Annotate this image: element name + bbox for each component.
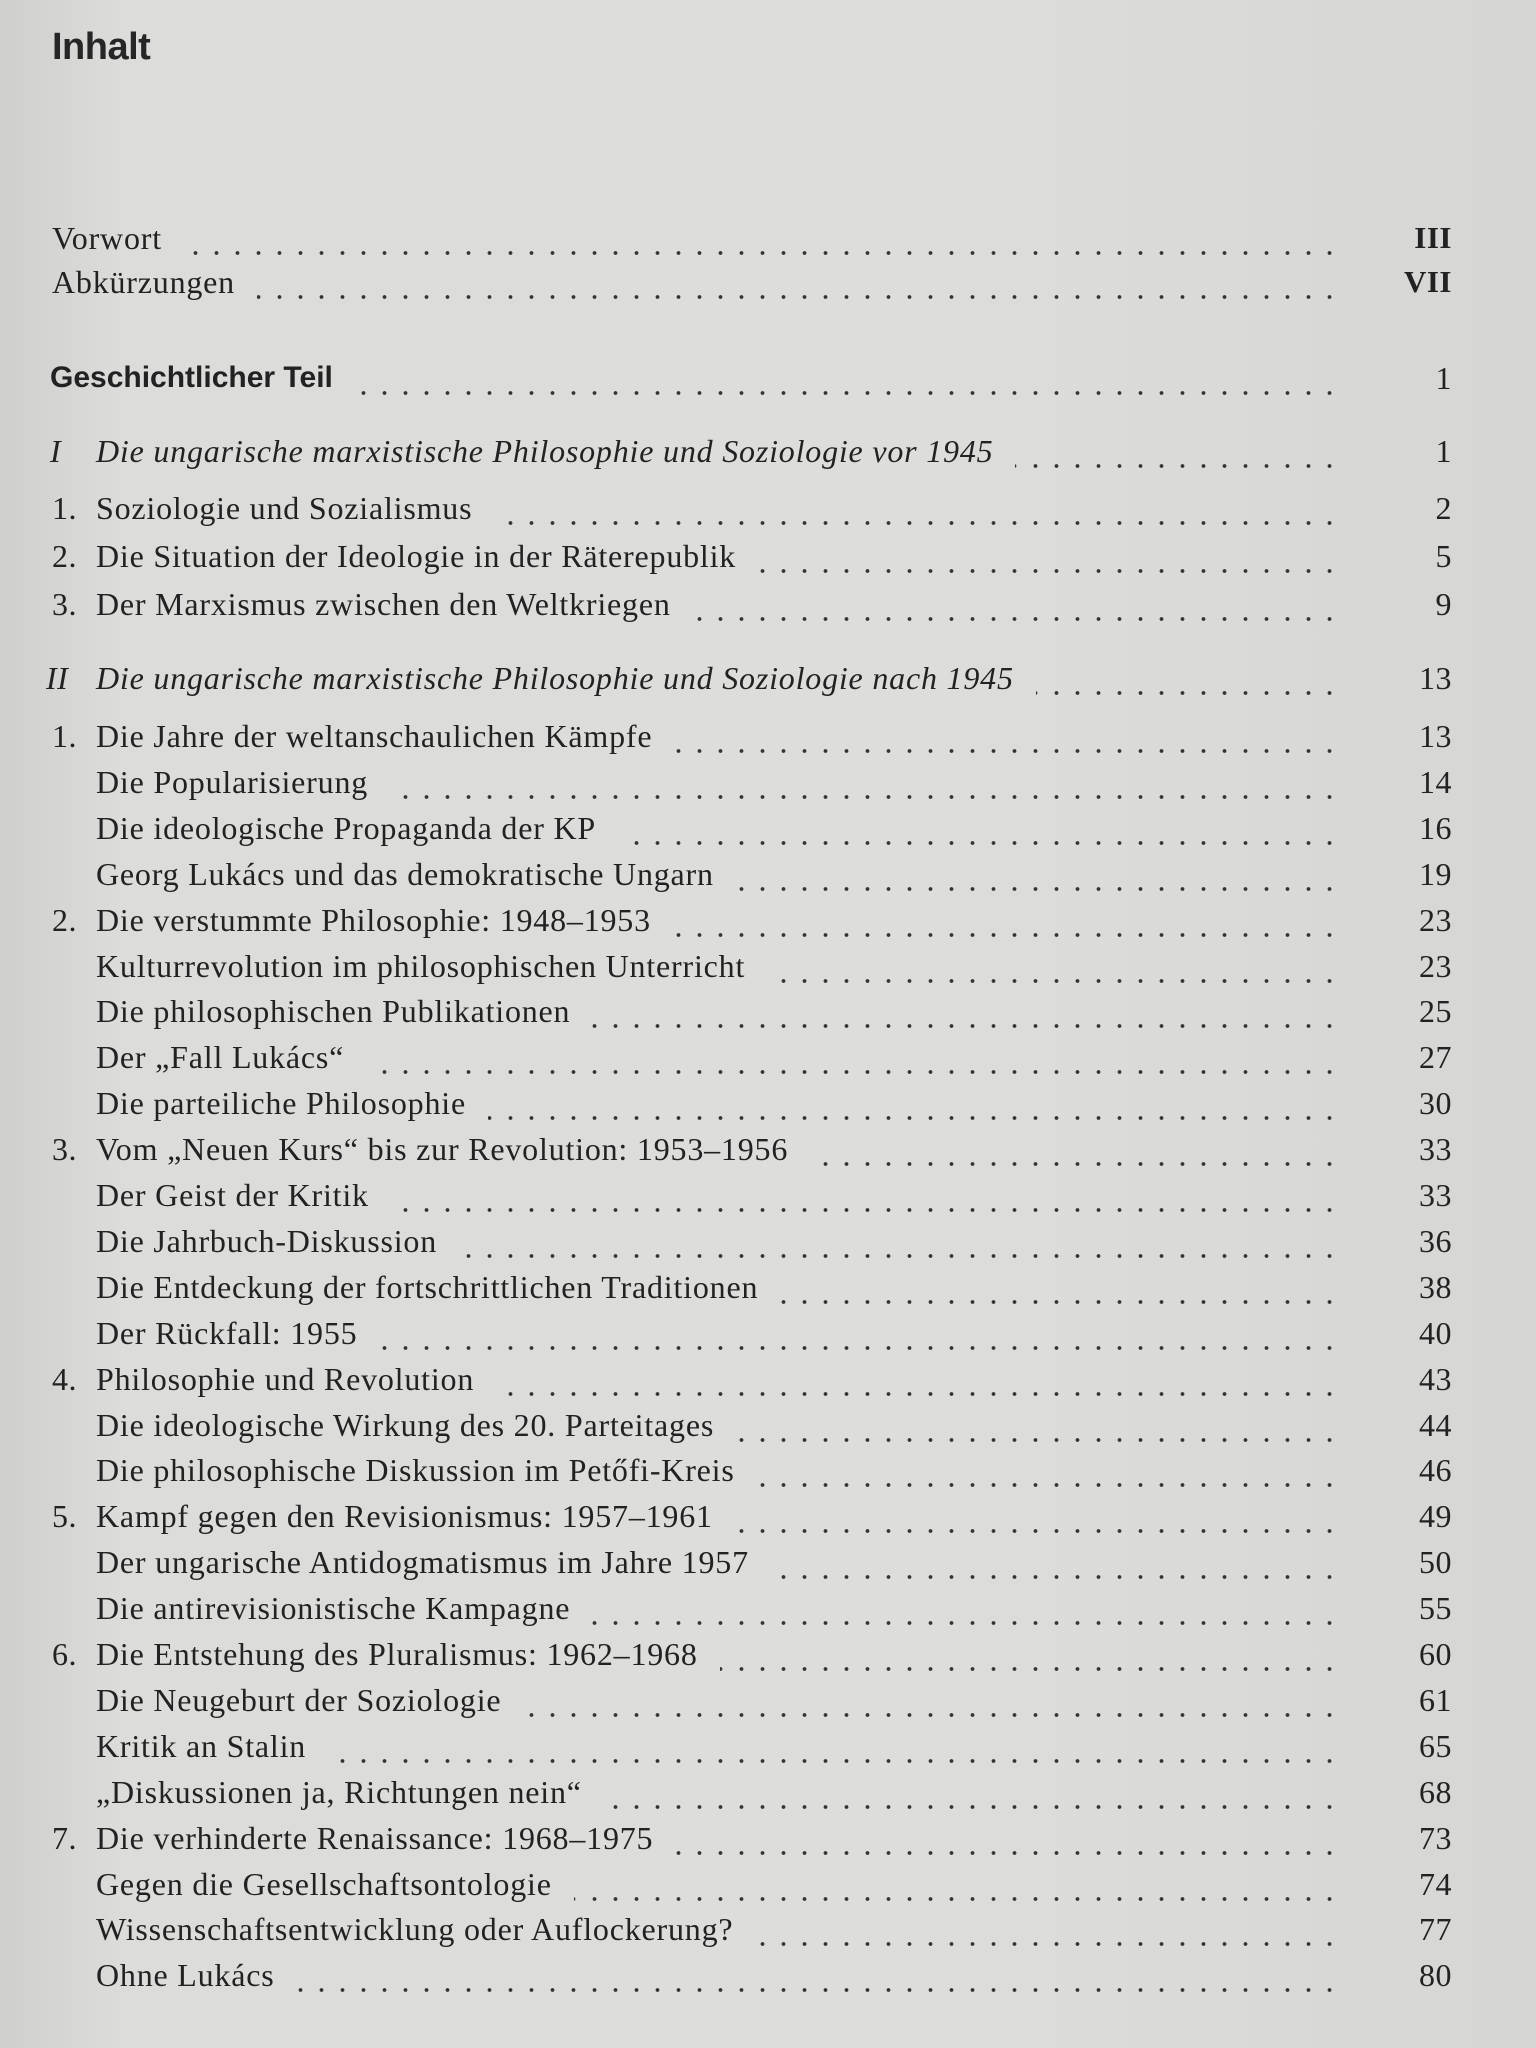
toc-chapter-title: Die verhinderte Renaissance: 1968–1975: [96, 1819, 654, 1856]
toc-subsection-title: Gegen die Gesellschaftsontologie: [96, 1865, 552, 1902]
toc-chapter: [0, 900, 1536, 940]
toc-subsection: [0, 1221, 1536, 1261]
toc-entry-page: 46: [1419, 1452, 1452, 1489]
toc-subsection: [0, 1313, 1536, 1353]
toc-chapter: [0, 1496, 1536, 1536]
toc-subsection: [0, 1955, 1536, 1995]
dot-leader: [720, 1644, 1340, 1674]
dot-leader: [574, 1874, 1340, 1904]
dot-leader: [257, 272, 1340, 302]
toc-subsection-title: Der Rückfall: 1955: [96, 1314, 358, 1351]
toc-part-number: II: [46, 660, 69, 696]
toc-entry-page: 27: [1419, 1039, 1452, 1076]
toc-subsection: [0, 1588, 1536, 1628]
toc-chapter-number: 1.: [52, 718, 77, 754]
toc-entry-page: 74: [1419, 1865, 1452, 1902]
dot-leader: [755, 1919, 1340, 1949]
toc-entry-page: 68: [1419, 1773, 1452, 1810]
toc-entry-page: 1: [1435, 360, 1452, 396]
dot-leader: [1036, 668, 1340, 698]
toc-chapter-title: Die Entstehung des Pluralismus: 1962–1968: [96, 1636, 698, 1672]
toc-chapter: [0, 1634, 1536, 1674]
toc-subsection-title: Kulturrevolution im philosophischen Unterricht: [96, 947, 746, 984]
toc-chapter-title: Vom „Neuen Kurs“ bis zur Revolution: 1953–1956: [96, 1131, 789, 1168]
toc-entry-title: Abkürzungen: [52, 264, 235, 300]
toc-entry-page: 33: [1419, 1177, 1452, 1213]
toc-chapter-title: Die Situation der Ideologie in der Räterepublik: [96, 538, 737, 574]
toc-subsection: [0, 1083, 1536, 1123]
toc-subsection-title: Die parteiliche Philosophie: [96, 1085, 466, 1122]
toc-subsection: [0, 1175, 1536, 1215]
toc-subsection-title: Ohne Lukács: [96, 1957, 275, 1994]
toc-subsection: [0, 1450, 1536, 1490]
toc-chapter-number: 3.: [52, 1131, 77, 1168]
toc-entry-page: 19: [1419, 855, 1452, 892]
toc-subsection: [0, 808, 1536, 848]
toc-subsection-title: Der Geist der Kritik: [96, 1177, 369, 1213]
dot-leader: [391, 1185, 1340, 1215]
dot-leader: [693, 594, 1340, 624]
toc-subsection-title: Die ideologische Wirkung des 20. Parteitages: [96, 1406, 715, 1443]
dot-leader: [379, 1323, 1340, 1353]
dot-leader: [494, 498, 1340, 528]
toc-subsection-title: Die ideologische Propaganda der KP: [96, 809, 596, 846]
dot-leader: [767, 956, 1340, 986]
toc-subsection-title: Wissenschaftsentwicklung oder Auflockerung?: [96, 1911, 734, 1948]
toc-entry-abkuerzungen: [0, 262, 1536, 302]
toc-entry-page: 55: [1419, 1590, 1452, 1627]
toc-entry-page: 23: [1419, 947, 1452, 984]
toc-subsection: [0, 1726, 1536, 1766]
dot-leader: [618, 818, 1340, 848]
toc-entry-title: Vorwort: [52, 220, 162, 256]
toc-subsection: [0, 1772, 1536, 1812]
toc-chapter-number: 6.: [52, 1636, 77, 1672]
toc-entry-vorwort: [0, 218, 1536, 258]
dot-leader: [604, 1782, 1340, 1812]
toc-chapter: [0, 584, 1536, 624]
page-heading: Inhalt: [52, 26, 151, 68]
dot-leader: [735, 1506, 1340, 1536]
toc-subsection: [0, 762, 1536, 802]
toc-entry-page: 14: [1419, 763, 1452, 800]
toc-chapter: [0, 536, 1536, 576]
dot-leader: [758, 546, 1340, 576]
dot-leader: [675, 1828, 1340, 1858]
toc-entry-page: 13: [1419, 718, 1452, 754]
toc-subsection-title: Der „Fall Lukács“: [96, 1039, 345, 1076]
dot-leader: [297, 1965, 1340, 1995]
toc-subsection-title: Die Entdeckung der fortschrittlichen Traditionen: [96, 1268, 759, 1305]
toc-subsection-title: Die antirevisionistische Kampagne: [96, 1590, 571, 1627]
toc-subsection: [0, 1037, 1536, 1077]
toc-entry-page: 44: [1419, 1406, 1452, 1443]
toc-subsection-title: „Diskussionen ja, Richtungen nein“: [96, 1773, 582, 1810]
toc-chapter-number: 1.: [52, 490, 77, 526]
toc-subsection-title: Kritik an Stalin: [96, 1727, 307, 1764]
toc-entry-page: 36: [1419, 1222, 1452, 1259]
toc-chapter-title: Die verstummte Philosophie: 1948–1953: [96, 901, 651, 938]
toc-entry-page: 65: [1419, 1727, 1452, 1764]
toc-entry-page: VII: [1403, 264, 1452, 299]
toc-chapter-number: 5.: [52, 1498, 77, 1535]
toc-entry-page: 43: [1419, 1360, 1452, 1397]
toc-subsection: [0, 854, 1536, 894]
toc-chapter: [0, 1359, 1536, 1399]
toc-chapter-title: Soziologie und Sozialismus: [96, 490, 473, 526]
toc-subsection-title: Die Neugeburt der Soziologie: [96, 1681, 502, 1718]
dot-leader: [488, 1093, 1340, 1123]
toc-part-1: [0, 431, 1536, 471]
toc-chapter-number: 3.: [52, 586, 77, 622]
toc-entry-page: 30: [1419, 1085, 1452, 1122]
dot-leader: [771, 1552, 1340, 1582]
toc-entry-page: 33: [1419, 1131, 1452, 1168]
dot-leader: [592, 1598, 1340, 1628]
toc-subsection-title: Die Popularisierung: [96, 763, 369, 800]
toc-subsection: [0, 1542, 1536, 1582]
dot-leader: [1015, 441, 1340, 471]
toc-subsection-title: Die Jahrbuch-Diskussion: [96, 1222, 438, 1259]
toc-subsection: [0, 1405, 1536, 1445]
dot-leader: [674, 726, 1340, 756]
toc-chapter-title: Die Jahre der weltanschaulichen Kämpfe: [96, 718, 653, 754]
toc-entry-page: 13: [1419, 660, 1452, 696]
dot-leader: [366, 1047, 1340, 1077]
toc-subsection: [0, 991, 1536, 1031]
toc-chapter-title: Philosophie und Revolution: [96, 1360, 475, 1397]
toc-subsection: [0, 946, 1536, 986]
toc-entry-page: 77: [1419, 1911, 1452, 1948]
toc-part-number: I: [50, 433, 62, 469]
dot-leader: [780, 1277, 1340, 1307]
toc-entry-page: 50: [1419, 1544, 1452, 1581]
dot-leader: [328, 1736, 1340, 1766]
toc-entry-page: 16: [1419, 809, 1452, 846]
toc-entry-page: 61: [1419, 1681, 1452, 1718]
toc-entry-page: 25: [1419, 993, 1452, 1030]
toc-subsection-title: Die philosophischen Publikationen: [96, 993, 571, 1030]
dot-leader: [757, 1460, 1340, 1490]
dot-leader: [810, 1139, 1340, 1169]
toc-entry-page: 5: [1435, 538, 1452, 574]
toc-subsection: [0, 1909, 1536, 1949]
toc-subsection-title: Die philosophische Diskussion im Petőfi-Kreis: [96, 1452, 735, 1489]
dot-leader: [459, 1231, 1340, 1261]
dot-leader: [592, 1001, 1340, 1031]
toc-entry-page: 73: [1419, 1819, 1452, 1856]
toc-subsection: [0, 1680, 1536, 1720]
toc-chapter-number: 2.: [52, 901, 77, 938]
toc-entry-page: 80: [1419, 1957, 1452, 1994]
toc-entry-page: 49: [1419, 1498, 1452, 1535]
toc-section-title: Geschichtlicher Teil: [50, 361, 333, 394]
toc-entry-page: 60: [1419, 1636, 1452, 1672]
toc-chapter: [0, 1818, 1536, 1858]
toc-part-title: Die ungarische marxistische Philosophie und Soziologie vor 1945: [96, 433, 994, 469]
toc-chapter-number: 4.: [52, 1360, 77, 1397]
dot-leader: [496, 1369, 1340, 1399]
toc-subsection: [0, 1267, 1536, 1307]
toc-subsection-title: Georg Lukács und das demokratische Ungarn: [96, 855, 714, 892]
toc-chapter: [0, 488, 1536, 528]
toc-chapter: [0, 716, 1536, 756]
toc-entry-page: 23: [1419, 901, 1452, 938]
toc-part-title: Die ungarische marxistische Philosophie und Soziologie nach 1945: [96, 660, 1014, 696]
dot-leader: [736, 1415, 1340, 1445]
toc-entry-page: III: [1414, 220, 1452, 255]
dot-leader: [184, 228, 1340, 258]
toc-subsection-title: Der ungarische Antidogmatismus im Jahre 1957: [96, 1544, 749, 1581]
dot-leader: [523, 1690, 1340, 1720]
toc-section-geschichtlicher-teil: [0, 358, 1536, 398]
toc-part-2: [0, 658, 1536, 698]
toc-chapter-number: 7.: [52, 1819, 77, 1856]
dot-leader: [673, 910, 1340, 940]
toc-chapter: [0, 1129, 1536, 1169]
toc-entry-page: 38: [1419, 1268, 1452, 1305]
toc-chapter-title: Kampf gegen den Revisionismus: 1957–1961: [96, 1498, 713, 1535]
dot-leader: [390, 772, 1340, 802]
toc-subsection: [0, 1864, 1536, 1904]
dot-leader: [355, 368, 1340, 398]
toc-chapter-title: Der Marxismus zwischen den Weltkriegen: [96, 586, 671, 622]
dot-leader: [736, 864, 1340, 894]
toc-entry-page: 9: [1435, 586, 1452, 622]
toc-entry-page: 2: [1435, 490, 1452, 526]
toc-entry-page: 40: [1419, 1314, 1452, 1351]
toc-chapter-number: 2.: [52, 538, 77, 574]
toc-entry-page: 1: [1435, 433, 1452, 469]
